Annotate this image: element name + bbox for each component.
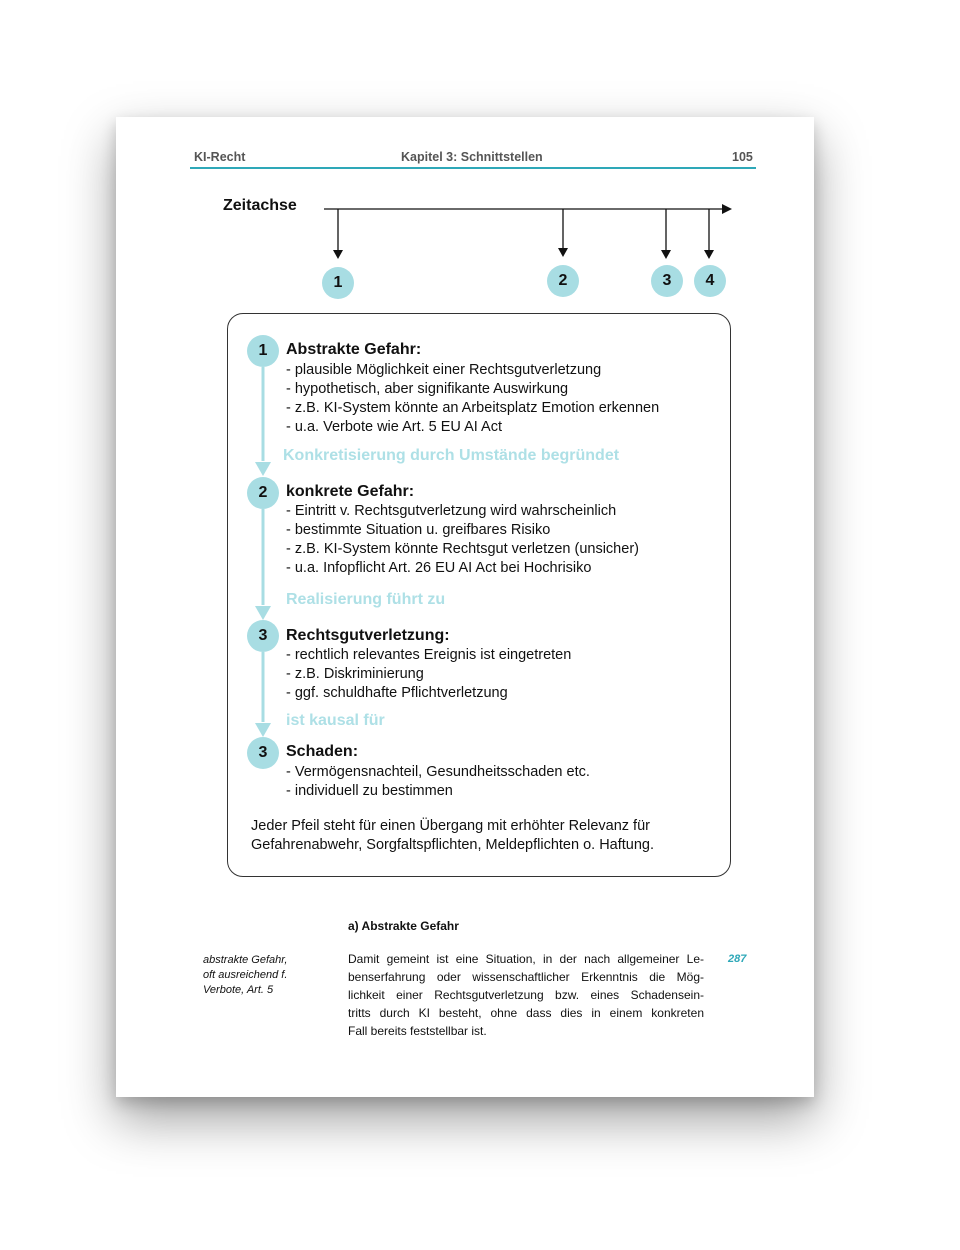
timeline-marker-2: 2 — [547, 265, 579, 297]
stage-3-item: - rechtlich relevantes Ereignis ist eingetreten — [286, 647, 572, 663]
transition-label-2: Realisierung führt zu — [286, 591, 446, 608]
stage-1-item: - hypothetisch, aber signifikante Auswirkung — [286, 381, 569, 397]
stage-2-item: - bestimmte Situation u. greifbares Risiko — [286, 522, 551, 538]
body-text-line: benserfahrung oder wissenschaftlicher Erkenntnis die Mög- — [348, 970, 704, 984]
diagram-note-line: Gefahrenabwehr, Sorgfaltspflichten, Meldepflichten o. Haftung. — [251, 837, 655, 853]
stage-3-number: 3 — [247, 620, 279, 652]
body-text-line: Damit gemeint ist eine Situation, in der nach allgemeiner Le- — [348, 952, 704, 966]
paragraph-number: 287 — [728, 953, 747, 965]
body-text-line: lichkeit einer Rechtsgutverletzung bzw. eines Schadensein- — [348, 988, 704, 1002]
page-number: 105 — [732, 150, 753, 164]
timeline-marker-1: 1 — [322, 267, 354, 299]
stage-1-item: - u.a. Verbote wie Art. 5 EU AI Act — [286, 419, 502, 435]
transition-label-3: ist kausal für — [286, 712, 385, 729]
stage-3-title: Rechtsgutverletzung: — [286, 627, 450, 644]
section-heading: a) Abstrakte Gefahr — [348, 919, 459, 933]
margin-note-line: Verbote, Art. 5 — [203, 984, 274, 996]
stage-1-item: - plausible Möglichkeit einer Rechtsgutverletzung — [286, 362, 602, 378]
stage-4-item: - individuell zu bestimmen — [286, 783, 453, 799]
stage-4-number: 3 — [247, 737, 279, 769]
book-page — [116, 117, 814, 1097]
timeline-label: Zeitachse — [223, 197, 297, 214]
running-header-title: KI-Recht — [194, 150, 246, 164]
stage-2-item: - z.B. KI-System könnte Rechtsgut verletzen (unsicher) — [286, 541, 639, 557]
stage-4-item: - Vermögensnachteil, Gesundheitsschaden etc. — [286, 764, 590, 780]
diagram-note-line: Jeder Pfeil steht für einen Übergang mit erhöhter Relevanz für — [251, 818, 650, 834]
stage-2-item: - u.a. Infopflicht Art. 26 EU AI Act bei Hochrisiko — [286, 560, 592, 576]
stage-4-title: Schaden: — [286, 743, 359, 760]
stage-1-item: - z.B. KI-System könnte an Arbeitsplatz Emotion erkennen — [286, 400, 660, 416]
stage-2-item: - Eintritt v. Rechtsgutverletzung wird wahrscheinlich — [286, 503, 617, 519]
transition-label-1: Konkretisierung durch Umstände begründet — [283, 447, 620, 464]
stage-2-title: konkrete Gefahr: — [286, 483, 415, 500]
stage-1-number: 1 — [247, 335, 279, 367]
timeline-marker-4: 4 — [694, 265, 726, 297]
stage-3-item: - z.B. Diskriminierung — [286, 666, 424, 682]
stage-1-title: Abstrakte Gefahr: — [286, 341, 422, 358]
margin-note-line: oft ausreichend f. — [203, 969, 288, 981]
running-header-chapter: Kapitel 3: Schnittstellen — [401, 150, 543, 164]
body-text-line: tritts durch KI besteht, ohne dass dies in einem konkreten — [348, 1006, 704, 1020]
stage-3-item: - ggf. schuldhafte Pflichtverletzung — [286, 685, 508, 701]
margin-note-line: abstrakte Gefahr, — [203, 954, 288, 966]
body-text-line: Fall bereits feststellbar ist. — [348, 1024, 487, 1038]
stage-2-number: 2 — [247, 477, 279, 509]
timeline-marker-3: 3 — [651, 265, 683, 297]
